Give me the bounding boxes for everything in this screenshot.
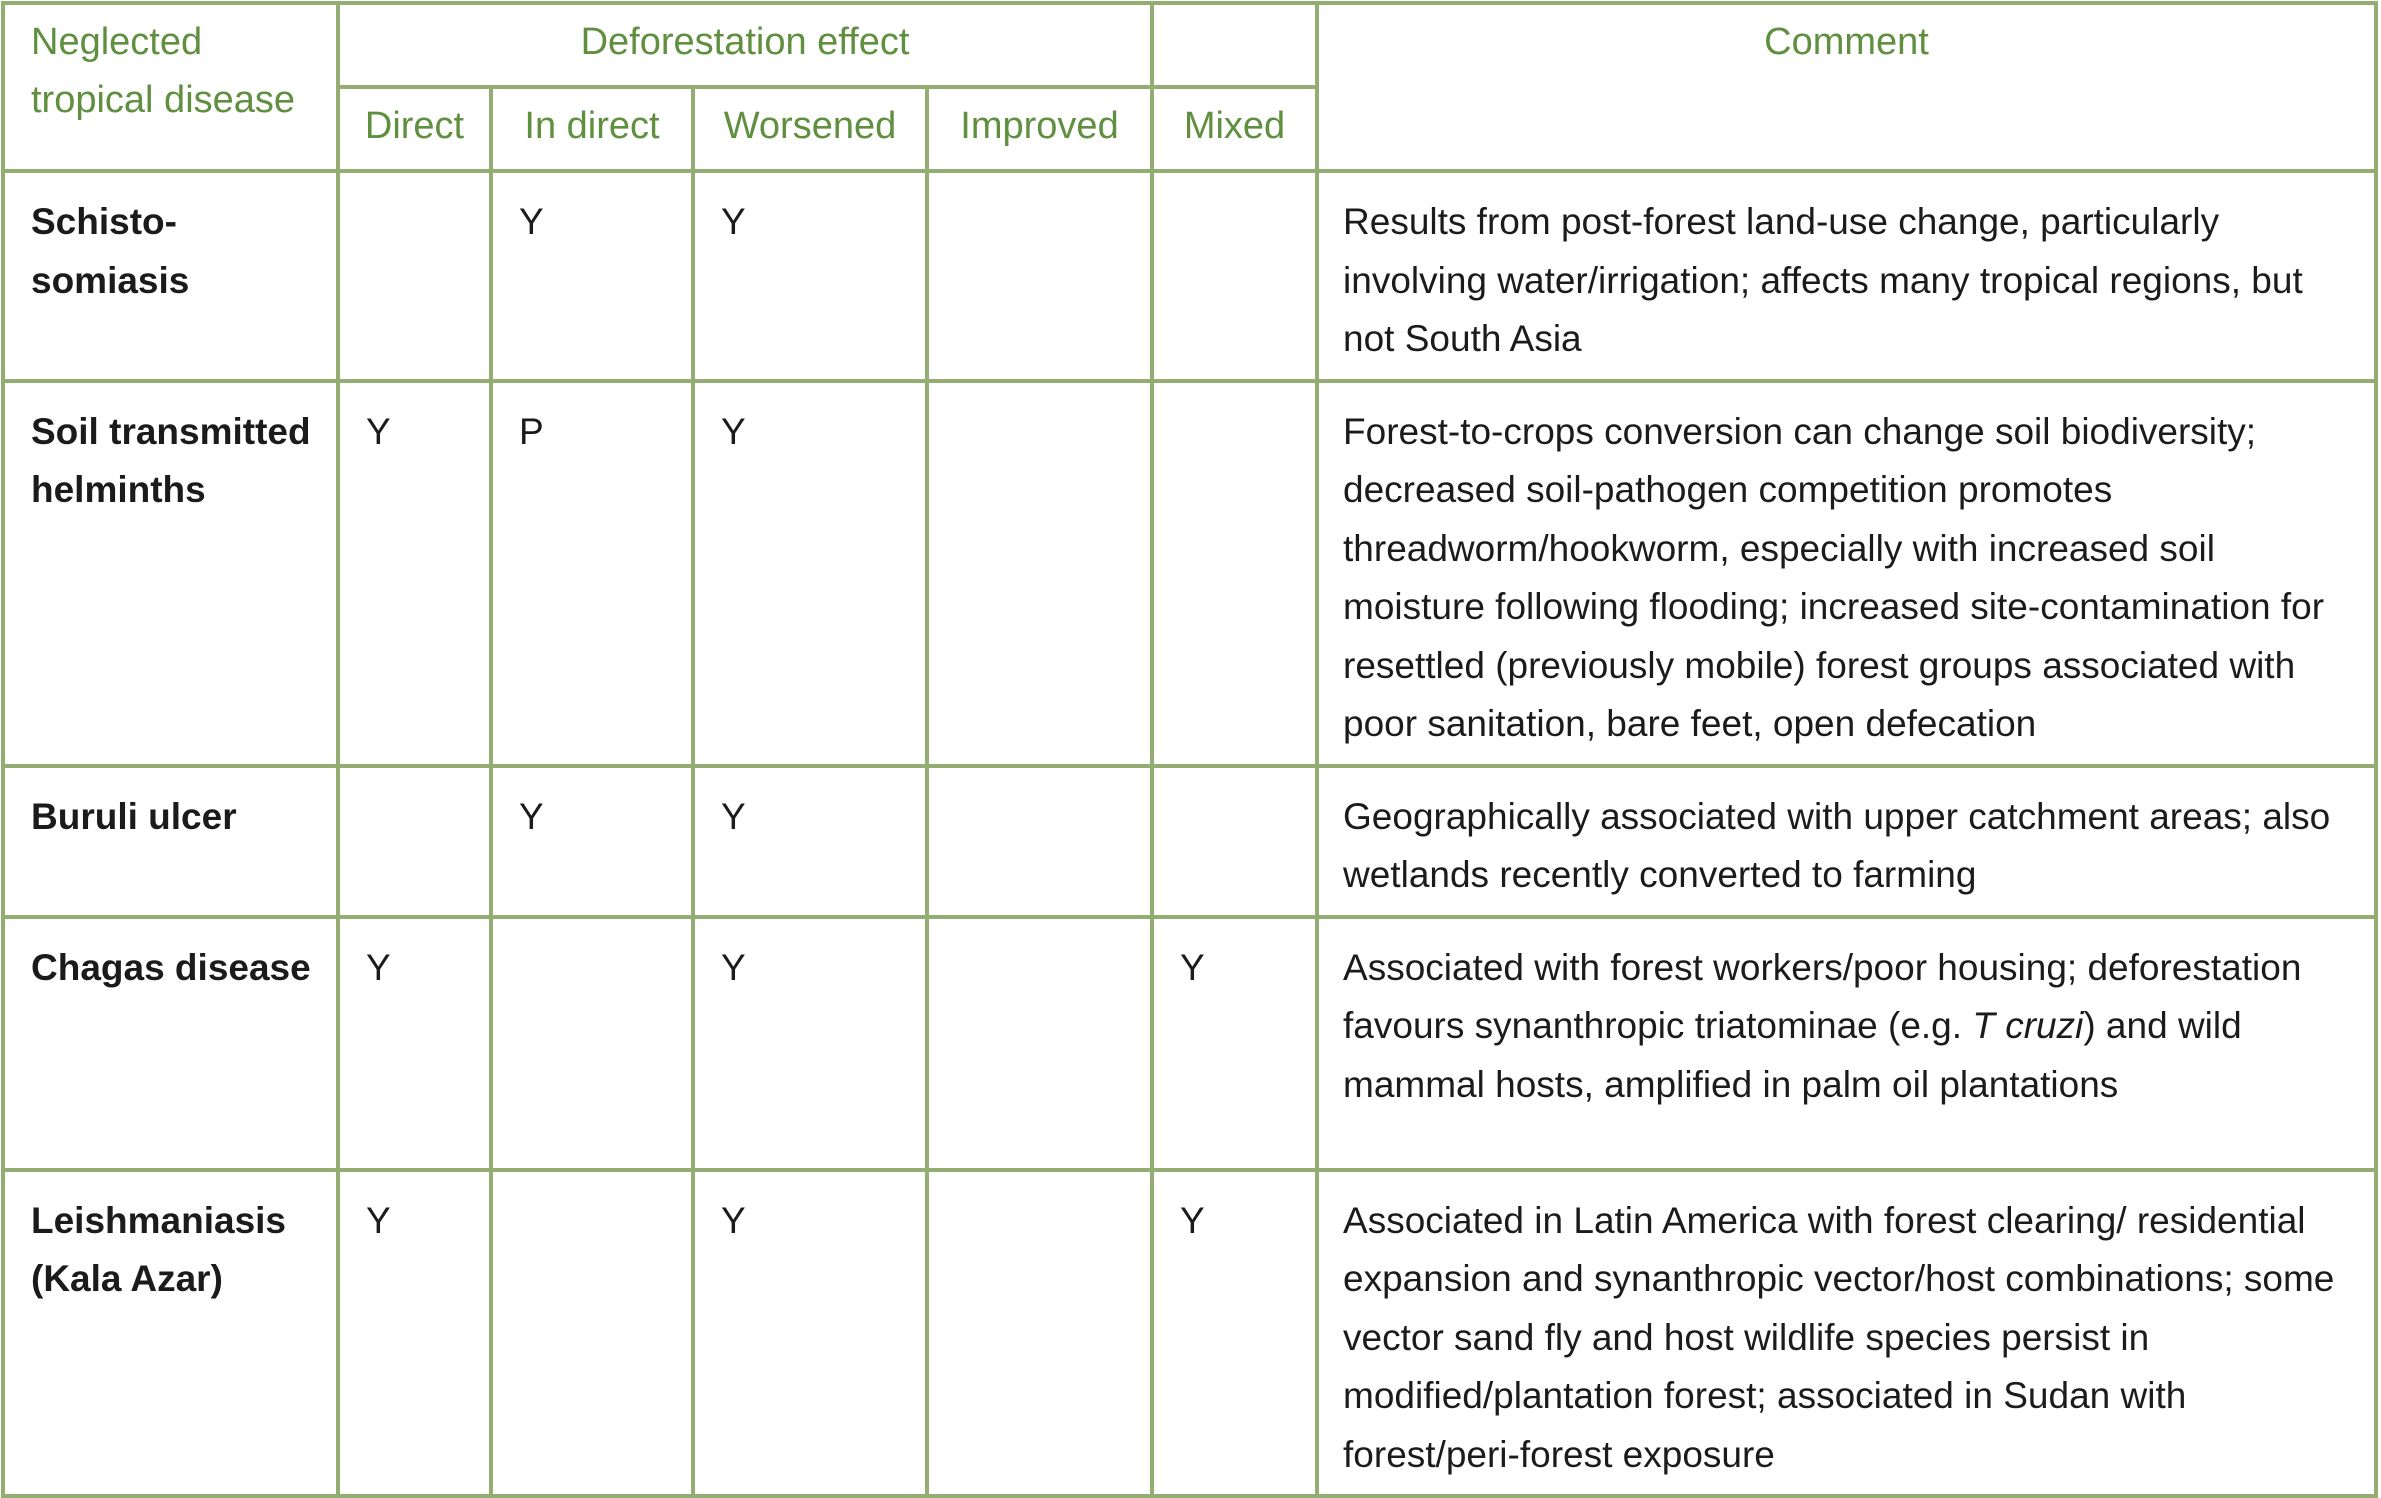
cell-indirect: Y [491, 766, 693, 917]
cell-mixed [1152, 171, 1317, 381]
cell-indirect [491, 917, 693, 1170]
table-row [3, 917, 2376, 1170]
cell-improved [927, 171, 1152, 381]
disease-name: Buruli ulcer [3, 766, 338, 917]
header-worsened: Worsened [693, 87, 927, 171]
cell-worsened: Y [693, 1170, 927, 1497]
cell-comment [1317, 917, 2376, 1170]
table-row [3, 381, 2376, 766]
cell-indirect: Y [491, 171, 693, 381]
cell-worsened: Y [693, 917, 927, 1170]
disease-name: Chagas disease [3, 917, 338, 1170]
cell-comment: Geographically associated with upper catchment areas; also wetlands recently converted to farming [1317, 766, 2376, 917]
cell-worsened: Y [693, 381, 927, 766]
cell-direct: Y [338, 381, 491, 766]
disease-name: Schisto-somiasis [3, 171, 338, 381]
cell-improved [927, 917, 1152, 1170]
table-row [3, 766, 2376, 917]
cell-mixed [1152, 766, 1317, 917]
cell-improved [927, 381, 1152, 766]
header-comment: Comment [1317, 3, 2376, 171]
cell-indirect: P [491, 381, 693, 766]
header-indirect: In direct [491, 87, 693, 171]
cell-direct: Y [338, 1170, 491, 1497]
cell-improved [927, 1170, 1152, 1497]
cell-comment: Forest-to-crops conversion can change soil biodiversity; decreased soil-pathogen competition promotes threadworm/hookworm, especially with increased soil moisture following flooding; increased site-contamination for resettled (previously mobile) forest groups associated with poor sanitation, bare feet, open defecation [1317, 381, 2376, 766]
cell-comment: Results from post-forest land-use change, particularly involving water/irrigation; affects many tropical regions, but not South Asia [1317, 171, 2376, 381]
cell-comment: Associated in Latin America with forest clearing/ residential expansion and synanthropic vector/host combinations; some vector sand fly and host wildlife species persist in modified/plantation forest; associated in Sudan with forest/peri-forest exposure [1317, 1170, 2376, 1497]
comment-text: Associated with forest workers/poor housing; deforestation favours synanthropic triatominae (e.g. [1343, 946, 2302, 1046]
header-improved: Improved [927, 87, 1152, 171]
cell-improved [927, 766, 1152, 917]
cell-direct [338, 766, 491, 917]
comment-text: ) and wild mammal hosts, amplified in palm oil plantations [1343, 1005, 2242, 1105]
cell-direct [338, 171, 491, 381]
species-name: T cruzi [1972, 1005, 2084, 1046]
cell-worsened: Y [693, 766, 927, 917]
cell-indirect [491, 1170, 693, 1497]
header-disease: Neglected tropical disease [3, 3, 338, 171]
disease-name: Leishmaniasis (Kala Azar) [3, 1170, 338, 1497]
table-row [3, 171, 2376, 381]
table-row [3, 1170, 2376, 1497]
cell-mixed: Y [1152, 917, 1317, 1170]
cell-mixed [1152, 381, 1317, 766]
header-mixed: Mixed [1152, 87, 1317, 171]
cell-worsened: Y [693, 171, 927, 381]
header-deforestation-effect: Deforestation effect [338, 3, 1152, 87]
cell-direct: Y [338, 917, 491, 1170]
header-direct: Direct [338, 87, 491, 171]
cell-mixed: Y [1152, 1170, 1317, 1497]
deforestation-ntd-table [1, 1, 2378, 1498]
header-blank [1152, 3, 1317, 87]
disease-name: Soil transmitted helminths [3, 381, 338, 766]
